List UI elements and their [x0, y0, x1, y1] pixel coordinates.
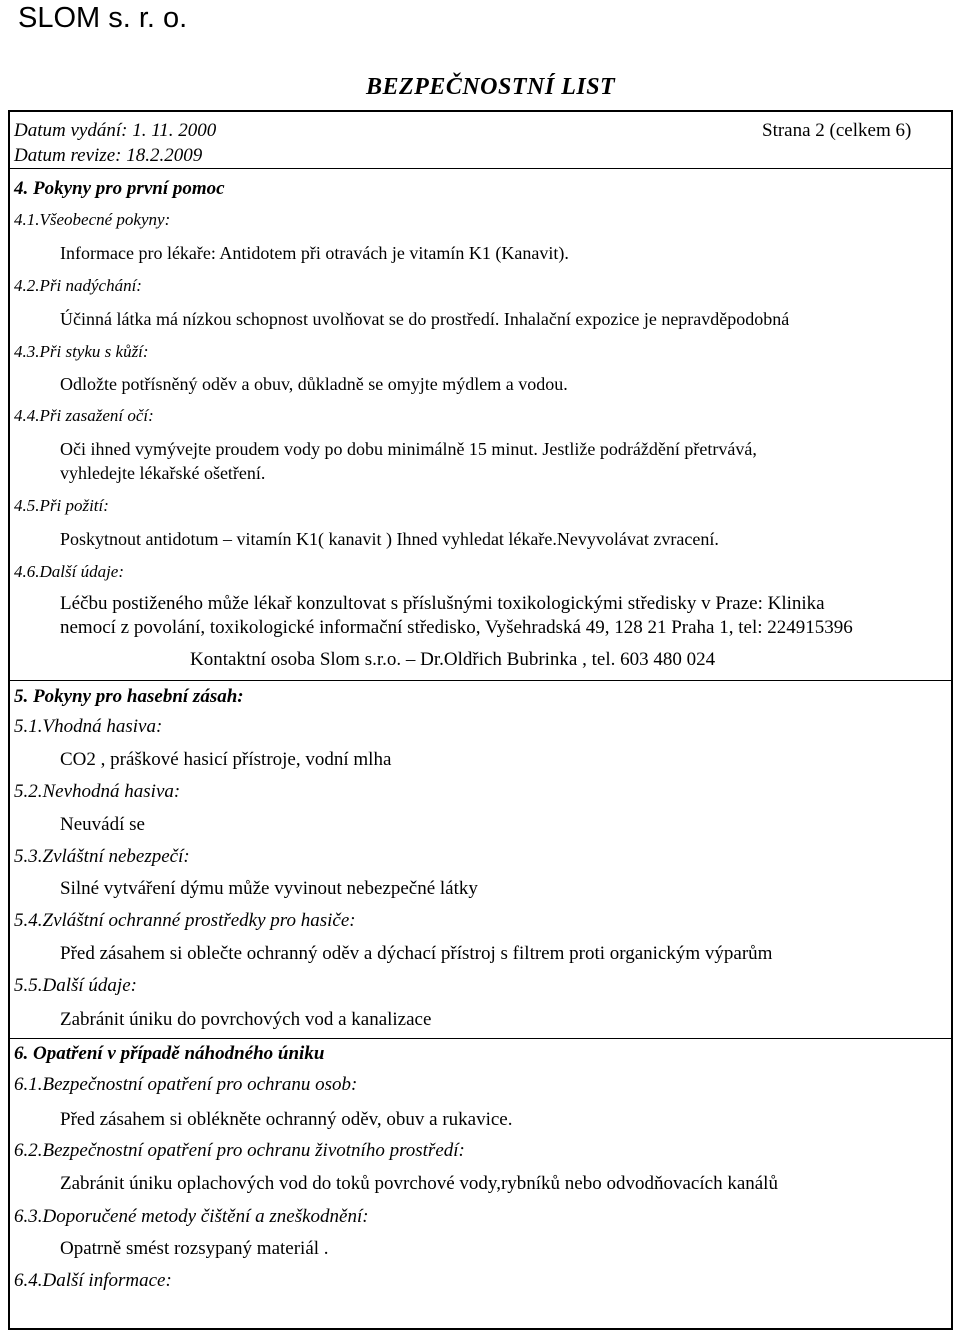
section-5-1-text: CO2 , práškové hasicí přístroje, vodní mlha	[60, 749, 392, 770]
section-4-5-text: Poskytnout antidotum – vitamín K1( kanavit ) Ihned vyhledat lékaře.Nevyvolávat zvracení.	[60, 529, 719, 549]
header-bottom-rule	[8, 168, 953, 169]
section-5-5-label: 5.5.Další údaje:	[14, 975, 137, 996]
section5-rule	[8, 680, 953, 681]
section-6-1-text: Před zásahem si oblékněte ochranný oděv, obuv a rukavice.	[60, 1109, 513, 1130]
section-6-1-label: 6.1.Bezpečnostní opatření pro ochranu osob:	[14, 1074, 358, 1095]
section-4-3-label: 4.3.Při styku s kůží:	[14, 342, 149, 361]
section-4-4-text-line1: Oči ihned vymývejte proudem vody po dobu minimálně 15 minut. Jestliže podráždění přetrvává,	[60, 439, 757, 459]
frame-right-border	[951, 110, 953, 1330]
section-4-4-label: 4.4.Při zasažení očí:	[14, 406, 154, 425]
section-6-3-label: 6.3.Doporučené metody čištění a zneškodnění:	[14, 1206, 369, 1227]
section-4-2-text: Účinná látka má nízkou schopnost uvolňovat se do prostředí. Inhalační expozice je nepravděpodobná	[60, 309, 790, 329]
revision-date: Datum revize: 18.2.2009	[14, 145, 203, 166]
section-4-6-label: 4.6.Další údaje:	[14, 562, 125, 581]
section-4-6-contact: Kontaktní osoba Slom s.r.o. – Dr.Oldřich Bubrinka , tel. 603 480 024	[190, 649, 716, 670]
company-name: SLOM s. r. o.	[18, 2, 188, 34]
section-5-4-text: Před zásahem si oblečte ochranný oděv a dýchací přístroj s filtrem proti organickým výparům	[60, 943, 773, 964]
section-5-3-label: 5.3.Zvláštní nebezpečí:	[14, 846, 190, 867]
issue-date: Datum vydání: 1. 11. 2000	[14, 120, 217, 141]
header-top-rule	[8, 110, 953, 112]
section-6-2-text: Zabránit úniku oplachových vod do toků povrchové vody,rybníků nebo odvodňovacích kanálů	[60, 1173, 778, 1194]
section-4-5-label: 4.5.Při požití:	[14, 496, 109, 515]
section-5-heading: 5. Pokyny pro hasební zásah:	[14, 686, 244, 707]
section-5-2-label: 5.2.Nevhodná hasiva:	[14, 781, 181, 802]
section-4-1-text: Informace pro lékaře: Antidotem při otravách je vitamín K1 (Kanavit).	[60, 243, 569, 263]
frame-left-border	[8, 110, 10, 1330]
section-6-3-text: Opatrně smést rozsypaný materiál .	[60, 1238, 329, 1259]
section-5-5-text: Zabránit úniku do povrchových vod a kanalizace	[60, 1009, 432, 1030]
section6-rule	[8, 1038, 953, 1039]
document-title: BEZPEČNOSTNÍ LIST	[366, 74, 616, 100]
section-4-1-label: 4.1.Všeobecné pokyny:	[14, 210, 171, 229]
section-4-2-label: 4.2.Při nadýchání:	[14, 276, 142, 295]
section-5-3-text: Silné vytváření dýmu může vyvinout nebezpečné látky	[60, 878, 478, 899]
section-5-2-text: Neuvádí se	[60, 814, 145, 835]
section-6-4-label: 6.4.Další informace:	[14, 1270, 172, 1291]
section-5-1-label: 5.1.Vhodná hasiva:	[14, 716, 163, 737]
section-6-heading: 6. Opatření v případě náhodného úniku	[14, 1043, 325, 1064]
section-6-2-label: 6.2.Bezpečnostní opatření pro ochranu životního prostředí:	[14, 1140, 465, 1161]
frame-bottom-border	[8, 1328, 953, 1330]
section-5-4-label: 5.4.Zvláštní ochranné prostředky pro hasiče:	[14, 910, 356, 931]
page-number: Strana 2 (celkem 6)	[762, 120, 912, 141]
section-4-6-text-line1: Léčbu postiženého může lékař konzultovat s příslušnými toxikologickými středisky v Praze: Klinika	[60, 593, 825, 614]
section-4-6-text-line2: nemocí z povolání, toxikologické informační středisko, Vyšehradská 49, 128 21 Praha 1, tel: 224915396	[60, 617, 853, 638]
section-4-4-text-line2: vyhledejte lékařské ošetření.	[60, 463, 266, 483]
section-4-3-text: Odložte potřísněný oděv a obuv, důkladně se omyjte mýdlem a vodou.	[60, 374, 568, 394]
section-4-heading: 4. Pokyny pro první pomoc	[14, 178, 225, 199]
